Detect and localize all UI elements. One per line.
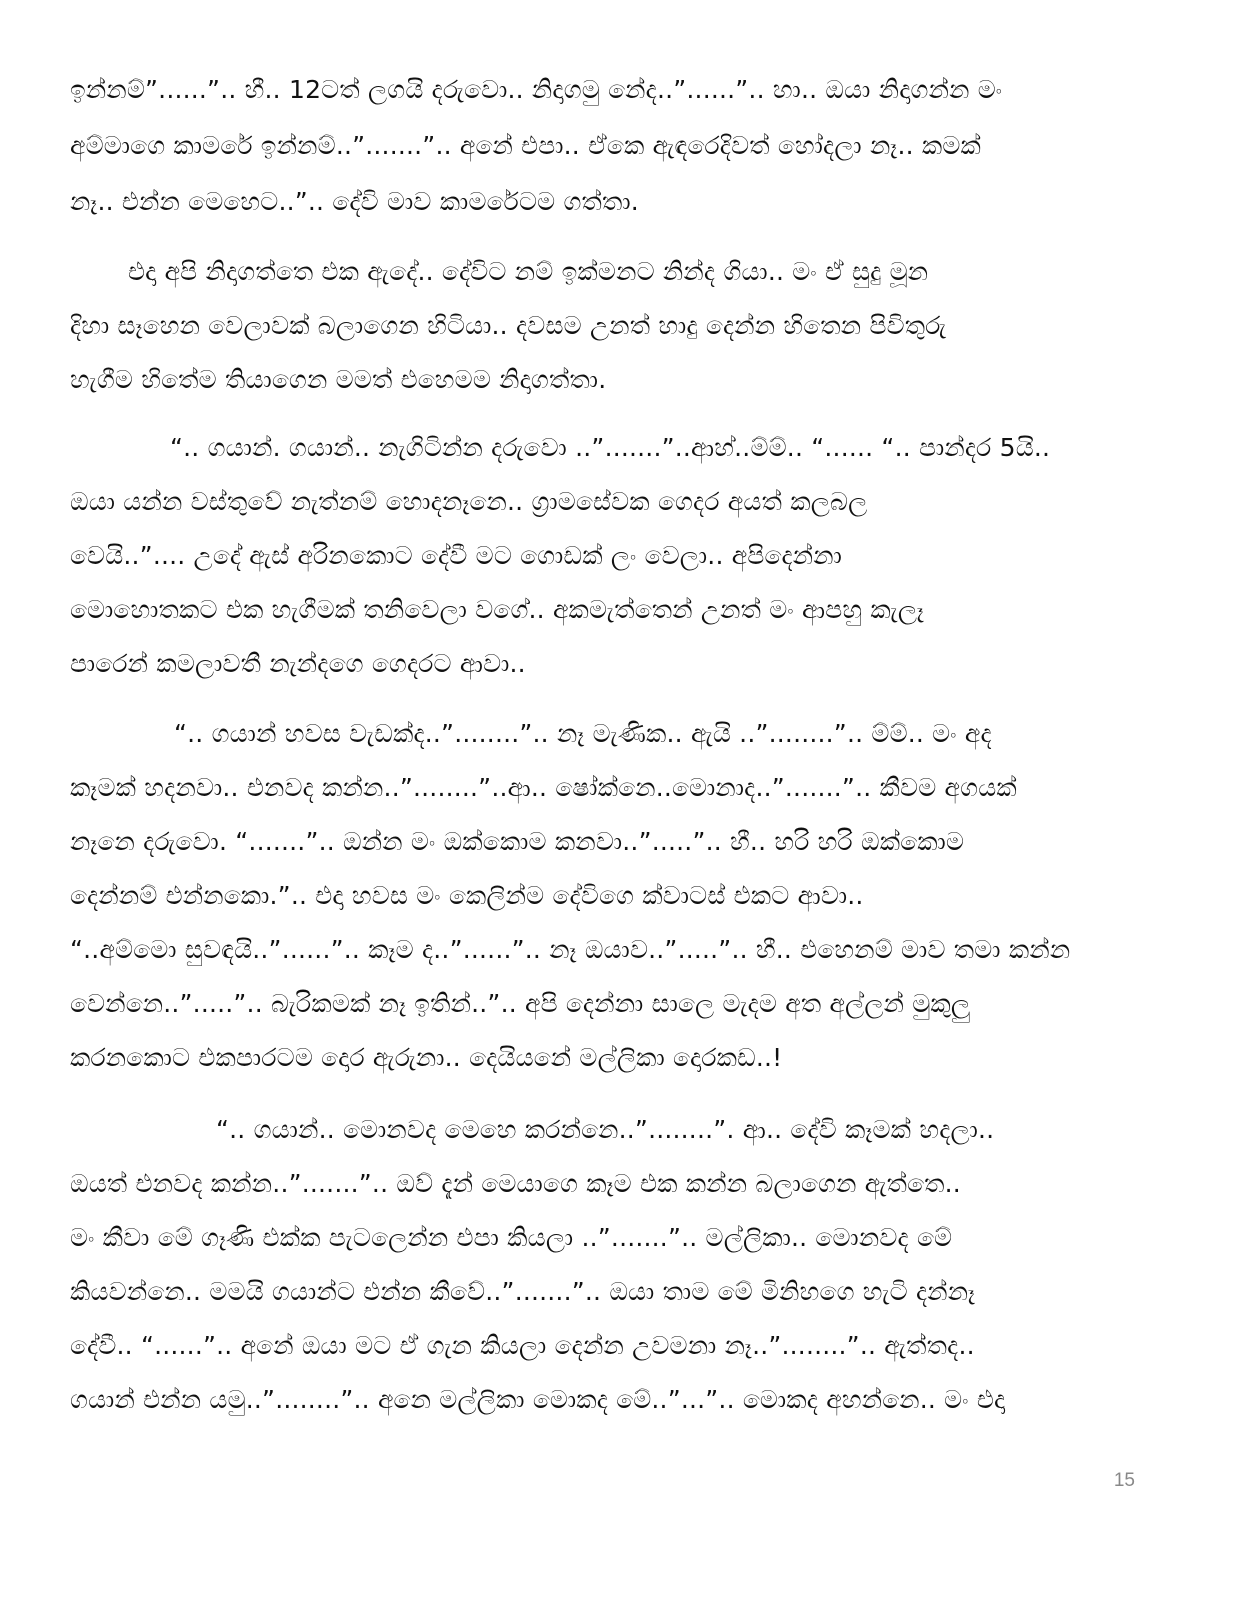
text-line: “.. ගයාන් හවස වැඩක්ද..”........”.. නෑ මැණික.. ඇයි ..”........”.. ම්ම්.. මං අද [174,719,992,748]
text-line: ඔයා යන්න වස්තුවේ නැත්නම් හොදනෑනෙ.. ග්‍රාමසේවක ගෙදර අයත් කලබල [70,487,868,516]
text-line: ගයාන් එන්න යමු..”........”.. අනෙ මල්ලිකා මොකද මේ..”...”.. මොකද අහන්නෙ.. මං එදා [70,1385,1006,1414]
text-line: “.. ගයාන්.. මොනවද මෙහෙ කරන්නෙ..”........”. ආ.. දේවි කෑමක් හදලා.. [216,1115,995,1144]
text-line: ඔයත් එනවද කන්න..”.......”.. ඔව් දැන් මෙයාගෙ කෑම එක කන්න බලාගෙන ඇත්තෙ.. [70,1169,961,1198]
text-line: කෑමක් හදනවා.. එනවද කන්න..”........”..ආ.. ෂෝක්නෙ..මොනාද..”.......”.. කීවම අගයක් [70,773,1017,802]
text-line: පාරෙන් කමලාවතී නැන්දගෙ ගෙදරට ආවා.. [70,649,526,678]
text-line: දෙන්නම් එන්නකො.”.. එදා හවස මං කෙලින්ම දේවිගෙ ක්වාටස් එකට ආවා.. [70,881,864,910]
text-line: වෙන්නෙ..”.....”.. බැරිකමක් නෑ ඉතින්..”.. අපි දෙන්නා සාලෙ මැදම අත අල්ලන් මුකුලු [70,989,971,1018]
text-line: මොහොතකට එක හැගීමක් තනිවෙලා වගේ.. අකමැත්තෙන් උනත් මං ආපහු කැලෑ [70,595,925,624]
text-line: නෑනෙ දරුවො. “.......”.. ඔන්න මං ඔක්කොම කනවා..”.....”.. හී.. හරි හරි ඔක්කොම [70,827,965,856]
text-line: වෙයි..”.... උදේ ඇස් අරිනකොට දේවී මට ගොඩක් ලං වෙලා.. අපිදෙන්නා [70,541,843,570]
text-line: “..අම්මො සුවඳයි..”......”.. කෑම ද..”......”.. නෑ ඔයාව..”.....”.. හී.. එහෙනම් මාව තමා කන්න [70,935,1071,964]
text-line: දිහා සෑහෙන වෙලාවක් බලාගෙන හිටියා.. දවසම උනත් හාදු දෙන්න හිතෙන පිවිතුරු [70,311,947,340]
text-line: මං කීවා මේ ගෑණි එක්ක පැටලෙන්න එපා කියලා ..”.......”.. මල්ලිකා.. මොනවද මේ [70,1223,953,1252]
page-number: 15 [1113,1470,1135,1491]
text-line: කියවන්නෙ.. මමයි ගයාන්ට එන්න කීවේ..”.......”.. ඔයා තාම මේ මිනිහගෙ හැටි දන්නෑ [70,1277,976,1306]
text-line: ඉන්නම්”......”.. හී.. 12ටත් ලගයි දරුවො.. නිදාගමු නේද..”......”.. හා.. ඔයා නිදාගන්න මං [70,75,1003,104]
text-line: එදා අපි නිදාගත්තෙ එක ඇදේ.. දේවිට නම් ඉක්මනට නින්ද ගියා.. මං ඒ සුදු මූන [128,257,929,286]
text-line: දේවී.. “......”.. අනේ ඔයා මට ඒ ගැන කියලා දෙන්න උවමනා නෑ..”........”.. ඇත්තද.. [70,1331,975,1360]
text-line: හැගීම හිතේම තියාගෙන මමත් එහෙමම නිදාගත්තා. [70,365,607,394]
text-line: අම්මාගෙ කාමරේ ඉන්නම්..”.......”.. අනේ එපා.. ඒකෙ ඇඳරෙදිවත් හෝදලා නෑ.. කමක් [70,131,982,160]
text-line: “.. ගයාන්. ගයාන්.. නැගිටින්න දරුවො ..”.......”..ආහ්..ම්ම්.. “...... “.. පාන්දර 5යි.. [170,433,1051,462]
text-line: නෑ.. එන්න මෙහෙට..”.. දේවි මාව කාමරේටම ගත්තා. [70,187,639,216]
text-line: කරනකොට එකපාරටම දොර ඇරුනා.. දෙයියනේ මල්ලිකා දොරකඩ..! [70,1043,783,1072]
